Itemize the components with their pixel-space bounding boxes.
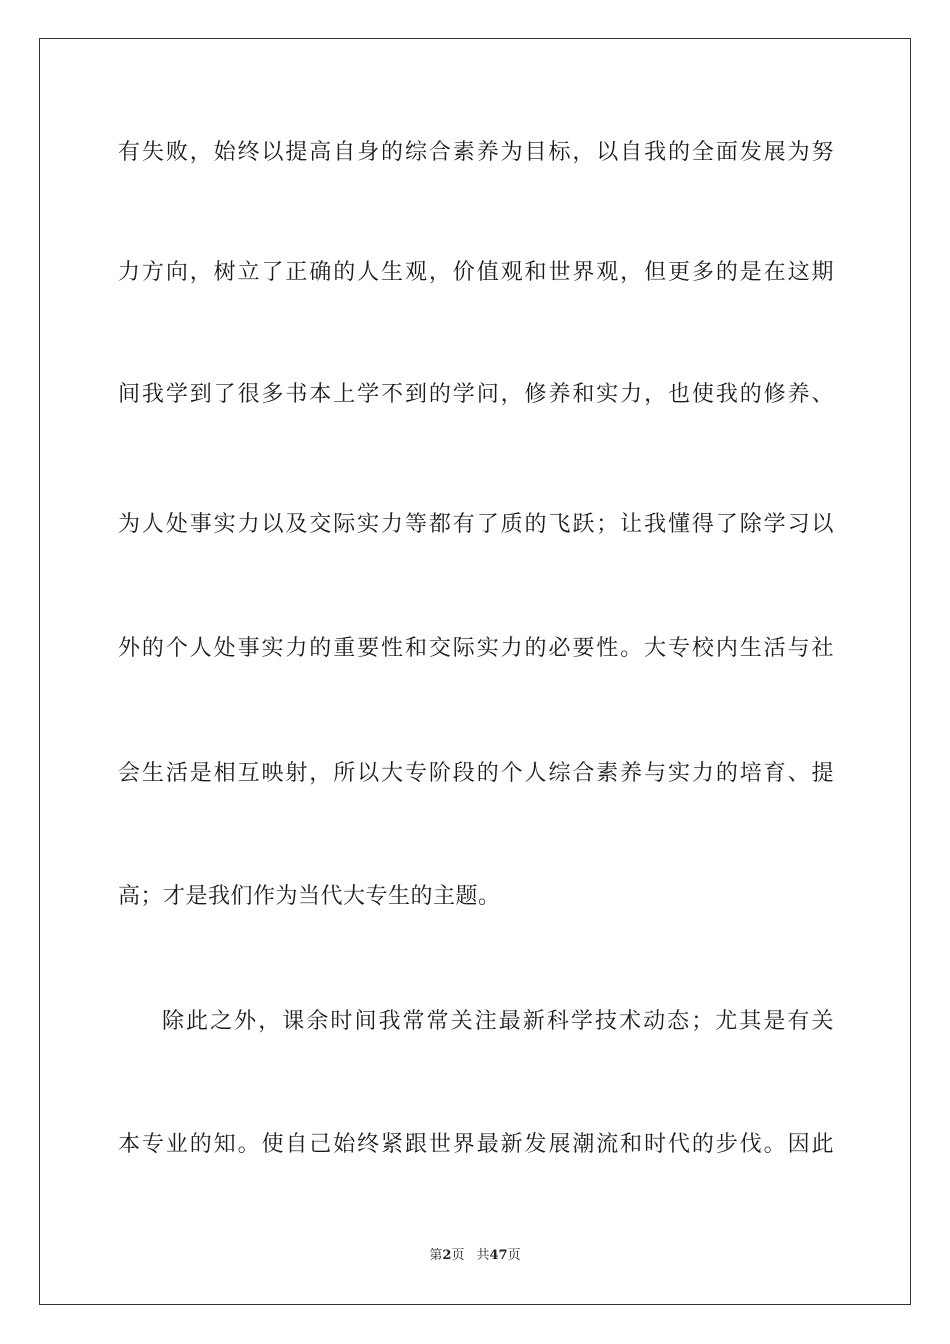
page-prefix: 第: [429, 1248, 443, 1263]
body-text-line: 除此之外，课余时间我常常关注最新科学技术动态；尤其是有关: [162, 1009, 834, 1034]
body-text-line: 为人处事实力以及交际实力等都有了质的飞跃；让我懂得了除学习以: [118, 512, 834, 537]
body-text-line: 外的个人处事实力的重要性和交际实力的必要性。大专校内生活与社: [118, 636, 834, 661]
page-suffix: 页: [451, 1248, 465, 1263]
body-text-line: 高；才是我们作为当代大专生的主题。: [118, 884, 501, 909]
body-text-line: 间我学到了很多书本上学不到的学问，修养和实力，也使我的修养、: [118, 382, 834, 407]
body-text-line: 会生活是相互映射，所以大专阶段的个人综合素养与实力的培育、提: [118, 761, 834, 786]
body-text-line: 力方向，树立了正确的人生观，价值观和世界观，但更多的是在这期: [118, 260, 834, 285]
total-pages: 47: [489, 1248, 508, 1263]
body-text-line: 有失败，始终以提高自身的综合素养为目标，以自我的全面发展为努: [118, 140, 834, 165]
total-prefix: 共: [476, 1248, 490, 1263]
page-footer: [0, 1246, 950, 1266]
page-number: 2: [442, 1248, 452, 1263]
page-border: [39, 38, 911, 1305]
total-suffix: 页: [507, 1248, 521, 1263]
body-text-line: 本专业的知。使自己始终紧跟世界最新发展潮流和时代的步伐。因此: [118, 1132, 834, 1157]
